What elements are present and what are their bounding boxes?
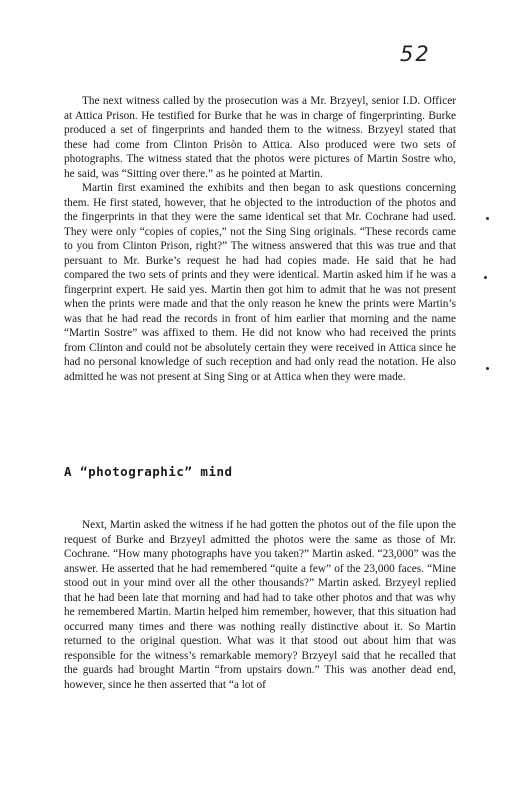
paragraph-1: The next witness called by the prosecution was a Mr. Brzyeyl, senior I.D. Officer at Attica Prison. He testified for Burke that he was in charge of fingerprinting. Burke produced a set of fingerprints and handed them to the witness. Brzyeyl stated that these had come from Clinton Prisòn to Attica. Also produced were two sets of photographs. The witness stated that the photos were pictures of Martin Sostre who, he said, was “Sitting over there.” as he pointed at Martin. — [64, 95, 456, 180]
paragraph-2: Martin first examined the exhibits and then began to ask questions concerning them. He first stated, however, that he objected to the introduction of the photos and the fingerprints in that they were the same identical set that Mr. Cochrane had used. They were only “copies of copies,” not the Sing Sing originals. “These records came to you from Clinton Prison, right?” The witness answered that this was true and that persuant to Mr. Burke’s request he had had copies made. He said that he had compared the two sets of prints and they were identical. Martin asked him if he was a fingerprint expert. He said yes. Martin then got him to admit that he was not present when the prints were made and that the only reason he knew the prints were Martin’s was that he had read the records in front of him earlier that morning and the name “Martin Sostre” was affixed to them. He did not know who had received the prints from Clinton and could not be absolutely certain they were received in Attica since he had no personal knowledge of such reception and had only read the notation. He also admitted he was not present at Sing Sing or at Attica when they were made. — [64, 182, 456, 383]
scan-speck — [486, 367, 489, 370]
section-heading: A “photographic” mind — [64, 464, 233, 479]
scan-speck — [484, 276, 487, 279]
body-text-bottom — [64, 518, 456, 692]
page-number: 52 — [400, 42, 431, 66]
scan-speck — [486, 217, 489, 220]
paragraph-3: Next, Martin asked the witness if he had gotten the photos out of the file upon the request of Burke and Brzyeyl admitted the photos were the same as those of Mr. Cochrane. “How many photographs have you taken?” Martin asked. “23,000” was the answer. He asserted that he had remembered “quite a few” of the 23,000 faces. “Mine stood out in your mind over all the other thousands?” Martin asked. Brzyeyl replied that he had been late that morning and had had to take other photos and that was why he remembered Martin. Martin helped him remember, however, that this situation had occurred many times and there was nothing really distinctive about it. So Martin returned to the original question. What was it that stood out about him that was responsible for the witness’s remarkable memory? Brzyeyl said that he recalled that the guards had brought Martin “from upstairs down.” This was another dead end, however, since he then asserted that “a lot of — [64, 519, 456, 691]
body-text-top — [64, 94, 456, 384]
